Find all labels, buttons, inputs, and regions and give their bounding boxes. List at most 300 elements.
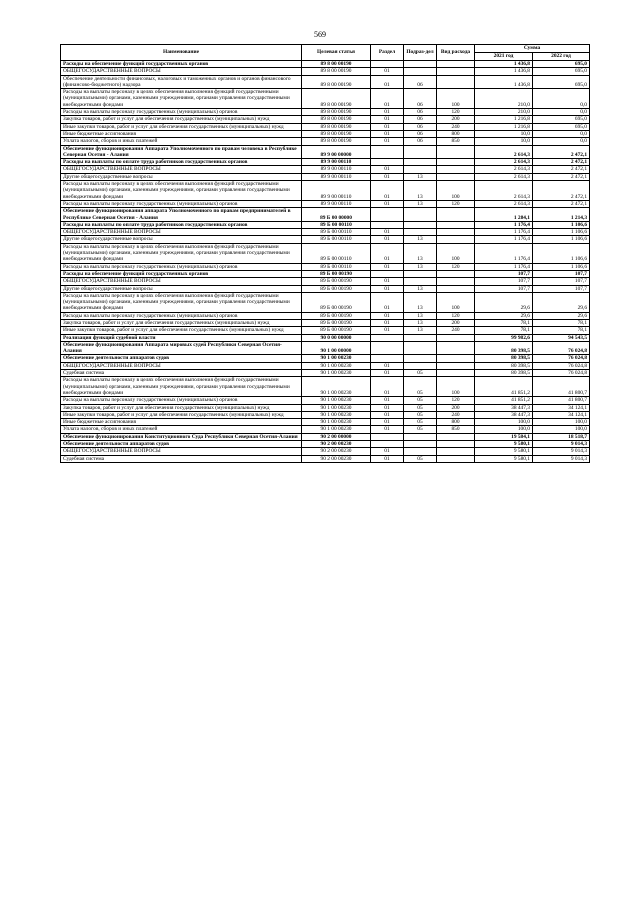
table-row bbox=[61, 448, 590, 455]
row-target-article: 89 9 00 00110 bbox=[302, 166, 371, 173]
row-name: Уплата налогов, сборов и иных платежей bbox=[61, 138, 302, 145]
row-section: 01 bbox=[371, 370, 404, 377]
row-section: 01 bbox=[371, 404, 404, 411]
table-row bbox=[61, 109, 590, 116]
row-sum-2021: 2 614,3 bbox=[475, 166, 533, 173]
row-sum-2021: 1 216,8 bbox=[475, 116, 533, 123]
row-sum-2021: 1 436,8 bbox=[475, 75, 533, 89]
row-subsection bbox=[404, 61, 437, 68]
row-section bbox=[371, 221, 404, 228]
header-name: Наименование bbox=[61, 45, 302, 61]
row-expense-type bbox=[437, 355, 475, 362]
row-sum-2022: 1 106,6 bbox=[533, 229, 590, 236]
row-sum-2022: 0,0 bbox=[533, 89, 590, 109]
row-target-article: 89 8 00 00190 bbox=[302, 130, 371, 137]
row-name: Другие общегосударственные вопросы bbox=[61, 236, 302, 243]
row-expense-type bbox=[437, 173, 475, 180]
row-sum-2021: 41 851,2 bbox=[475, 377, 533, 397]
row-subsection: 13 bbox=[404, 292, 437, 312]
row-name: Расходы на обеспечение функций государственных органов bbox=[61, 61, 302, 68]
row-target-article: 90 1 00 00230 bbox=[302, 355, 371, 362]
row-sum-2021: 38 447,3 bbox=[475, 411, 533, 418]
row-subsection bbox=[404, 229, 437, 236]
row-sum-2022: 29,6 bbox=[533, 292, 590, 312]
row-section bbox=[371, 145, 404, 159]
row-name: Закупка товаров, работ и услуг для обеспечения государственных (муниципальных) нужд bbox=[61, 404, 302, 411]
row-name: Расходы на выплаты персоналу государственных (муниципальных) органов bbox=[61, 200, 302, 207]
row-target-article: 90 1 00 00230 bbox=[302, 411, 371, 418]
row-target-article: 89 9 00 00110 bbox=[302, 200, 371, 207]
row-target-article: 90 1 00 00230 bbox=[302, 362, 371, 369]
table-row bbox=[61, 411, 590, 418]
row-section: 01 bbox=[371, 419, 404, 426]
row-name: Закупка товаров, работ и услуг для обеспечения государственных (муниципальных) нужд bbox=[61, 319, 302, 326]
row-expense-type: 200 bbox=[437, 404, 475, 411]
row-expense-type: 120 bbox=[437, 200, 475, 207]
row-sum-2021: 1 176,4 bbox=[475, 243, 533, 263]
table-row bbox=[61, 138, 590, 145]
table-row bbox=[61, 200, 590, 207]
row-target-article: 90 2 00 00230 bbox=[302, 448, 371, 455]
row-sum-2022: 41 800,7 bbox=[533, 377, 590, 397]
row-sum-2022: 2 472,1 bbox=[533, 173, 590, 180]
row-expense-type: 240 bbox=[437, 327, 475, 334]
row-expense-type: 100 bbox=[437, 377, 475, 397]
row-name: Расходы на выплаты персоналу государственных (муниципальных) органов bbox=[61, 109, 302, 116]
row-target-article: 89 Б 00 00190 bbox=[302, 292, 371, 312]
row-sum-2022: 76 024,8 bbox=[533, 362, 590, 369]
row-subsection: 06 bbox=[404, 130, 437, 137]
row-name: ОБЩЕГОСУДАРСТВЕННЫЕ ВОПРОСЫ bbox=[61, 166, 302, 173]
row-target-article: 90 1 00 00230 bbox=[302, 377, 371, 397]
table-row bbox=[61, 278, 590, 285]
row-expense-type: 120 bbox=[437, 397, 475, 404]
row-target-article: 89 Б 00 00190 bbox=[302, 312, 371, 319]
row-sum-2021: 9 580,1 bbox=[475, 448, 533, 455]
table-row bbox=[61, 130, 590, 137]
row-target-article: 89 9 00 00110 bbox=[302, 173, 371, 180]
row-target-article: 89 8 00 00190 bbox=[302, 109, 371, 116]
row-sum-2021: 80 398,5 bbox=[475, 370, 533, 377]
row-sum-2022: 1 106,6 bbox=[533, 243, 590, 263]
row-target-article: 90 1 00 00230 bbox=[302, 397, 371, 404]
row-sum-2021: 29,6 bbox=[475, 312, 533, 319]
row-target-article: 89 Б 00 00110 bbox=[302, 229, 371, 236]
row-subsection: 05 bbox=[404, 404, 437, 411]
header-year-2022: 2022 год bbox=[533, 53, 590, 61]
row-sum-2022: 9 014,3 bbox=[533, 455, 590, 462]
row-sum-2021: 10,0 bbox=[475, 138, 533, 145]
row-sum-2021: 1 176,4 bbox=[475, 236, 533, 243]
row-sum-2022: 76 024,8 bbox=[533, 341, 590, 355]
row-expense-type bbox=[437, 221, 475, 228]
row-subsection: 06 bbox=[404, 123, 437, 130]
row-target-article: 89 8 00 00190 bbox=[302, 123, 371, 130]
row-section: 01 bbox=[371, 109, 404, 116]
row-expense-type bbox=[437, 370, 475, 377]
row-sum-2021: 38 447,3 bbox=[475, 404, 533, 411]
table-row bbox=[61, 292, 590, 312]
row-section: 01 bbox=[371, 89, 404, 109]
row-sum-2022: 695,0 bbox=[533, 68, 590, 75]
row-expense-type bbox=[437, 362, 475, 369]
row-expense-type: 100 bbox=[437, 292, 475, 312]
row-name: ОБЩЕГОСУДАРСТВЕННЫЕ ВОПРОСЫ bbox=[61, 68, 302, 75]
row-subsection: 05 bbox=[404, 377, 437, 397]
row-expense-type: 850 bbox=[437, 138, 475, 145]
row-expense-type bbox=[437, 229, 475, 236]
row-subsection: 13 bbox=[404, 312, 437, 319]
row-sum-2022: 78,1 bbox=[533, 319, 590, 326]
row-sum-2021: 210,0 bbox=[475, 109, 533, 116]
row-expense-type: 850 bbox=[437, 426, 475, 433]
row-subsection: 05 bbox=[404, 426, 437, 433]
row-sum-2022: 1 106,6 bbox=[533, 236, 590, 243]
row-section: 01 bbox=[371, 263, 404, 270]
row-subsection bbox=[404, 145, 437, 159]
row-expense-type: 800 bbox=[437, 130, 475, 137]
row-sum-2022: 94 543,5 bbox=[533, 334, 590, 341]
row-sum-2022: 107,7 bbox=[533, 285, 590, 292]
row-section bbox=[371, 334, 404, 341]
row-name: Расходы на выплаты персоналу в целях обеспечения выполнения функций государственными (муниципальными) органами, казенными учреждениями, органами управления государственными внебюджетными фондами bbox=[61, 89, 302, 109]
row-expense-type bbox=[437, 68, 475, 75]
row-expense-type bbox=[437, 285, 475, 292]
row-name: Расходы на выплаты персоналу в целях обеспечения выполнения функций государственными (муниципальными) органами, казенными учреждениями, органами управления государственными внебюджетными фондами bbox=[61, 181, 302, 201]
row-sum-2021: 19 584,1 bbox=[475, 433, 533, 440]
table-row bbox=[61, 68, 590, 75]
table-row bbox=[61, 75, 590, 89]
row-name: Иные бюджетные ассигнования bbox=[61, 130, 302, 137]
row-subsection: 13 bbox=[404, 263, 437, 270]
row-name: Обеспечение функционирования Аппарата мировых судей Республики Северная Осетия-Алания bbox=[61, 341, 302, 355]
row-subsection: 05 bbox=[404, 411, 437, 418]
row-name: Обеспечение функционирования аппарата Уполномоченного по правам предпринимателей в Республике Северная Осетия - Алания bbox=[61, 208, 302, 222]
table-row bbox=[61, 455, 590, 462]
row-sum-2021: 99 982,6 bbox=[475, 334, 533, 341]
row-sum-2021: 107,7 bbox=[475, 278, 533, 285]
row-subsection: 05 bbox=[404, 419, 437, 426]
row-target-article: 90 1 00 00230 bbox=[302, 370, 371, 377]
row-name: Обеспечение деятельности финансовых, налоговых и таможенных органов и органов финансового (финансово-бюджетного) надзора bbox=[61, 75, 302, 89]
row-sum-2021: 80 398,5 bbox=[475, 355, 533, 362]
row-sum-2022: 76 024,8 bbox=[533, 370, 590, 377]
row-subsection: 06 bbox=[404, 109, 437, 116]
row-target-article: 90 1 00 00230 bbox=[302, 419, 371, 426]
row-sum-2022: 76 024,8 bbox=[533, 355, 590, 362]
row-sum-2022: 695,0 bbox=[533, 123, 590, 130]
row-target-article: 89 Б 00 00110 bbox=[302, 243, 371, 263]
row-target-article: 89 Б 00 00110 bbox=[302, 236, 371, 243]
row-subsection: 13 bbox=[404, 181, 437, 201]
row-sum-2022: 34 124,1 bbox=[533, 411, 590, 418]
row-expense-type bbox=[437, 236, 475, 243]
row-expense-type bbox=[437, 448, 475, 455]
row-subsection: 06 bbox=[404, 75, 437, 89]
row-expense-type: 100 bbox=[437, 181, 475, 201]
row-sum-2021: 10,0 bbox=[475, 130, 533, 137]
row-sum-2021: 78,1 bbox=[475, 327, 533, 334]
row-section: 01 bbox=[371, 229, 404, 236]
table-row bbox=[61, 229, 590, 236]
table-row bbox=[61, 327, 590, 334]
row-target-article: 89 Б 00 00190 bbox=[302, 278, 371, 285]
row-section: 01 bbox=[371, 426, 404, 433]
row-section bbox=[371, 208, 404, 222]
row-subsection: 13 bbox=[404, 319, 437, 326]
row-subsection bbox=[404, 208, 437, 222]
row-name: Обеспечение деятельности аппаратов судов bbox=[61, 355, 302, 362]
header-sum: Сумма bbox=[475, 45, 590, 53]
row-name: Расходы на обеспечение функций государственных органов bbox=[61, 270, 302, 277]
row-sum-2022: 29,6 bbox=[533, 312, 590, 319]
row-sum-2021: 1 436,8 bbox=[475, 61, 533, 68]
row-subsection: 13 bbox=[404, 236, 437, 243]
row-sum-2021: 41 851,2 bbox=[475, 397, 533, 404]
row-sum-2021: 107,7 bbox=[475, 270, 533, 277]
row-target-article: 89 8 00 00190 bbox=[302, 61, 371, 68]
row-expense-type bbox=[437, 208, 475, 222]
row-expense-type bbox=[437, 455, 475, 462]
table-row bbox=[61, 285, 590, 292]
row-section: 01 bbox=[371, 130, 404, 137]
row-subsection bbox=[404, 448, 437, 455]
row-subsection: 06 bbox=[404, 89, 437, 109]
row-section bbox=[371, 61, 404, 68]
row-target-article: 89 Б 00 00190 bbox=[302, 270, 371, 277]
row-section: 01 bbox=[371, 200, 404, 207]
row-target-article: 90 0 00 00000 bbox=[302, 334, 371, 341]
row-section bbox=[371, 341, 404, 355]
row-sum-2022: 107,7 bbox=[533, 270, 590, 277]
row-expense-type: 120 bbox=[437, 109, 475, 116]
row-expense-type: 120 bbox=[437, 263, 475, 270]
row-section bbox=[371, 355, 404, 362]
row-sum-2021: 2 614,3 bbox=[475, 181, 533, 201]
table-row bbox=[61, 116, 590, 123]
row-subsection: 13 bbox=[404, 173, 437, 180]
table-row bbox=[61, 166, 590, 173]
table-row bbox=[61, 433, 590, 440]
row-expense-type bbox=[437, 441, 475, 448]
row-section bbox=[371, 441, 404, 448]
row-subsection: 06 bbox=[404, 116, 437, 123]
row-sum-2021: 2 614,3 bbox=[475, 173, 533, 180]
row-sum-2022: 695,0 bbox=[533, 61, 590, 68]
row-target-article: 89 Б 00 00190 bbox=[302, 327, 371, 334]
row-expense-type bbox=[437, 433, 475, 440]
row-target-article: 89 8 00 00190 bbox=[302, 68, 371, 75]
table-row bbox=[61, 89, 590, 109]
row-section: 01 bbox=[371, 116, 404, 123]
row-section: 01 bbox=[371, 181, 404, 201]
row-sum-2021: 1 284,1 bbox=[475, 208, 533, 222]
row-subsection: 05 bbox=[404, 455, 437, 462]
header-year-2021: 2021 год bbox=[475, 53, 533, 61]
row-target-article: 89 8 00 00190 bbox=[302, 75, 371, 89]
row-expense-type: 240 bbox=[437, 123, 475, 130]
table-row bbox=[61, 377, 590, 397]
row-subsection bbox=[404, 270, 437, 277]
row-sum-2022: 695,0 bbox=[533, 75, 590, 89]
header-subsection: Подраз-дел bbox=[404, 45, 437, 61]
row-name: Расходы на выплаты по оплате труда работников государственных органов bbox=[61, 221, 302, 228]
row-sum-2021: 1 176,4 bbox=[475, 229, 533, 236]
row-section: 01 bbox=[371, 455, 404, 462]
row-sum-2022: 9 014,3 bbox=[533, 441, 590, 448]
budget-table bbox=[60, 44, 590, 463]
row-name: Другие общегосударственные вопросы bbox=[61, 173, 302, 180]
row-target-article: 89 Б 00 00190 bbox=[302, 319, 371, 326]
row-name: Иные закупки товаров, работ и услуг для обеспечения государственных (муниципальных) нужд bbox=[61, 411, 302, 418]
row-subsection bbox=[404, 355, 437, 362]
table-row bbox=[61, 221, 590, 228]
row-name: Расходы на выплаты персоналу государственных (муниципальных) органов bbox=[61, 263, 302, 270]
row-target-article: 90 1 00 00000 bbox=[302, 341, 371, 355]
row-expense-type bbox=[437, 166, 475, 173]
table-row bbox=[61, 362, 590, 369]
row-section: 01 bbox=[371, 312, 404, 319]
row-name: Расходы на выплаты персоналу в целях обеспечения выполнения функций государственными (муниципальными) органами, казенными учреждениями, органами управления государственными внебюджетными фондами bbox=[61, 243, 302, 263]
table-row bbox=[61, 208, 590, 222]
row-subsection bbox=[404, 341, 437, 355]
row-subsection bbox=[404, 68, 437, 75]
row-expense-type bbox=[437, 278, 475, 285]
row-section: 01 bbox=[371, 377, 404, 397]
row-target-article: 89 Б 00 00000 bbox=[302, 208, 371, 222]
row-expense-type: 800 bbox=[437, 419, 475, 426]
header-expense-type: Вид расхода bbox=[437, 45, 475, 61]
row-sum-2022: 1 214,3 bbox=[533, 208, 590, 222]
row-target-article: 90 1 00 00230 bbox=[302, 404, 371, 411]
header-target-article: Целевая статья bbox=[302, 45, 371, 61]
row-sum-2021: 80 398,5 bbox=[475, 341, 533, 355]
table-row bbox=[61, 123, 590, 130]
row-sum-2021: 2 614,3 bbox=[475, 145, 533, 159]
row-expense-type bbox=[437, 145, 475, 159]
row-sum-2022: 107,7 bbox=[533, 278, 590, 285]
row-sum-2021: 80 398,5 bbox=[475, 362, 533, 369]
row-expense-type bbox=[437, 159, 475, 166]
row-target-article: 90 2 00 00000 bbox=[302, 433, 371, 440]
row-subsection: 13 bbox=[404, 285, 437, 292]
row-sum-2021: 78,1 bbox=[475, 319, 533, 326]
row-sum-2021: 100,0 bbox=[475, 426, 533, 433]
row-target-article: 90 2 00 00230 bbox=[302, 441, 371, 448]
row-name: ОБЩЕГОСУДАРСТВЕННЫЕ ВОПРОСЫ bbox=[61, 362, 302, 369]
row-expense-type: 200 bbox=[437, 116, 475, 123]
row-section: 01 bbox=[371, 68, 404, 75]
row-target-article: 89 9 00 00110 bbox=[302, 181, 371, 201]
row-target-article: 89 8 00 00190 bbox=[302, 138, 371, 145]
row-sum-2022: 2 472,1 bbox=[533, 200, 590, 207]
row-expense-type: 100 bbox=[437, 89, 475, 109]
row-sum-2021: 100,0 bbox=[475, 419, 533, 426]
row-subsection: 05 bbox=[404, 397, 437, 404]
row-name: Расходы на выплаты персоналу государственных (муниципальных) органов bbox=[61, 397, 302, 404]
row-sum-2022: 9 014,3 bbox=[533, 448, 590, 455]
table-row bbox=[61, 159, 590, 166]
row-sum-2022: 2 472,1 bbox=[533, 181, 590, 201]
row-subsection bbox=[404, 441, 437, 448]
row-name: ОБЩЕГОСУДАРСТВЕННЫЕ ВОПРОСЫ bbox=[61, 229, 302, 236]
row-sum-2022: 100,0 bbox=[533, 419, 590, 426]
row-sum-2022: 695,0 bbox=[533, 116, 590, 123]
row-sum-2022: 0,0 bbox=[533, 130, 590, 137]
row-section: 01 bbox=[371, 278, 404, 285]
table-row bbox=[61, 312, 590, 319]
table-row bbox=[61, 355, 590, 362]
row-sum-2022: 18 518,7 bbox=[533, 433, 590, 440]
row-subsection bbox=[404, 159, 437, 166]
row-name: Расходы на выплаты персоналу в целях обеспечения выполнения функций государственными (муниципальными) органами, казенными учреждениями, органами управления государственными внебюджетными фондами bbox=[61, 377, 302, 397]
table-row bbox=[61, 334, 590, 341]
row-section: 01 bbox=[371, 166, 404, 173]
row-sum-2021: 1 176,4 bbox=[475, 221, 533, 228]
table-row bbox=[61, 263, 590, 270]
row-target-article: 89 Б 00 00110 bbox=[302, 221, 371, 228]
table-row bbox=[61, 243, 590, 263]
row-sum-2022: 2 472,1 bbox=[533, 159, 590, 166]
table-row bbox=[61, 319, 590, 326]
row-sum-2021: 2 614,3 bbox=[475, 159, 533, 166]
table-row bbox=[61, 181, 590, 201]
table-row bbox=[61, 236, 590, 243]
header-section: Раздел bbox=[371, 45, 404, 61]
row-expense-type: 200 bbox=[437, 319, 475, 326]
row-section: 01 bbox=[371, 236, 404, 243]
row-section: 01 bbox=[371, 292, 404, 312]
row-sum-2022: 1 106,6 bbox=[533, 263, 590, 270]
row-name: Обеспечение деятельности аппаратов судов bbox=[61, 441, 302, 448]
row-expense-type bbox=[437, 270, 475, 277]
row-name: Закупка товаров, работ и услуг для обеспечения государственных (муниципальных) нужд bbox=[61, 116, 302, 123]
row-section bbox=[371, 270, 404, 277]
row-subsection bbox=[404, 278, 437, 285]
table-row bbox=[61, 441, 590, 448]
row-target-article: 90 2 00 00230 bbox=[302, 455, 371, 462]
row-name: Расходы на выплаты по оплате труда работников государственных органов bbox=[61, 159, 302, 166]
row-expense-type: 240 bbox=[437, 411, 475, 418]
row-section: 01 bbox=[371, 138, 404, 145]
row-sum-2022: 1 106,6 bbox=[533, 221, 590, 228]
table-row bbox=[61, 341, 590, 355]
row-target-article: 89 8 00 00190 bbox=[302, 89, 371, 109]
row-section: 01 bbox=[371, 448, 404, 455]
row-sum-2021: 9 580,1 bbox=[475, 441, 533, 448]
row-expense-type: 120 bbox=[437, 312, 475, 319]
row-sum-2021: 9 580,1 bbox=[475, 455, 533, 462]
row-subsection bbox=[404, 334, 437, 341]
row-subsection: 13 bbox=[404, 243, 437, 263]
row-section: 01 bbox=[371, 173, 404, 180]
row-name: Судебная система bbox=[61, 455, 302, 462]
row-name: Уплата налогов, сборов и иных платежей bbox=[61, 426, 302, 433]
row-section: 01 bbox=[371, 327, 404, 334]
row-name: ОБЩЕГОСУДАРСТВЕННЫЕ ВОПРОСЫ bbox=[61, 278, 302, 285]
row-name: Другие общегосударственные вопросы bbox=[61, 285, 302, 292]
row-section: 01 bbox=[371, 285, 404, 292]
table-row bbox=[61, 370, 590, 377]
table-row bbox=[61, 145, 590, 159]
row-sum-2022: 0,0 bbox=[533, 138, 590, 145]
row-sum-2022: 100,0 bbox=[533, 426, 590, 433]
row-sum-2022: 41 800,7 bbox=[533, 397, 590, 404]
row-sum-2022: 34 124,1 bbox=[533, 404, 590, 411]
table-row bbox=[61, 397, 590, 404]
row-target-article: 89 Б 00 00110 bbox=[302, 263, 371, 270]
row-name: Расходы на выплаты персоналу государственных (муниципальных) органов bbox=[61, 312, 302, 319]
